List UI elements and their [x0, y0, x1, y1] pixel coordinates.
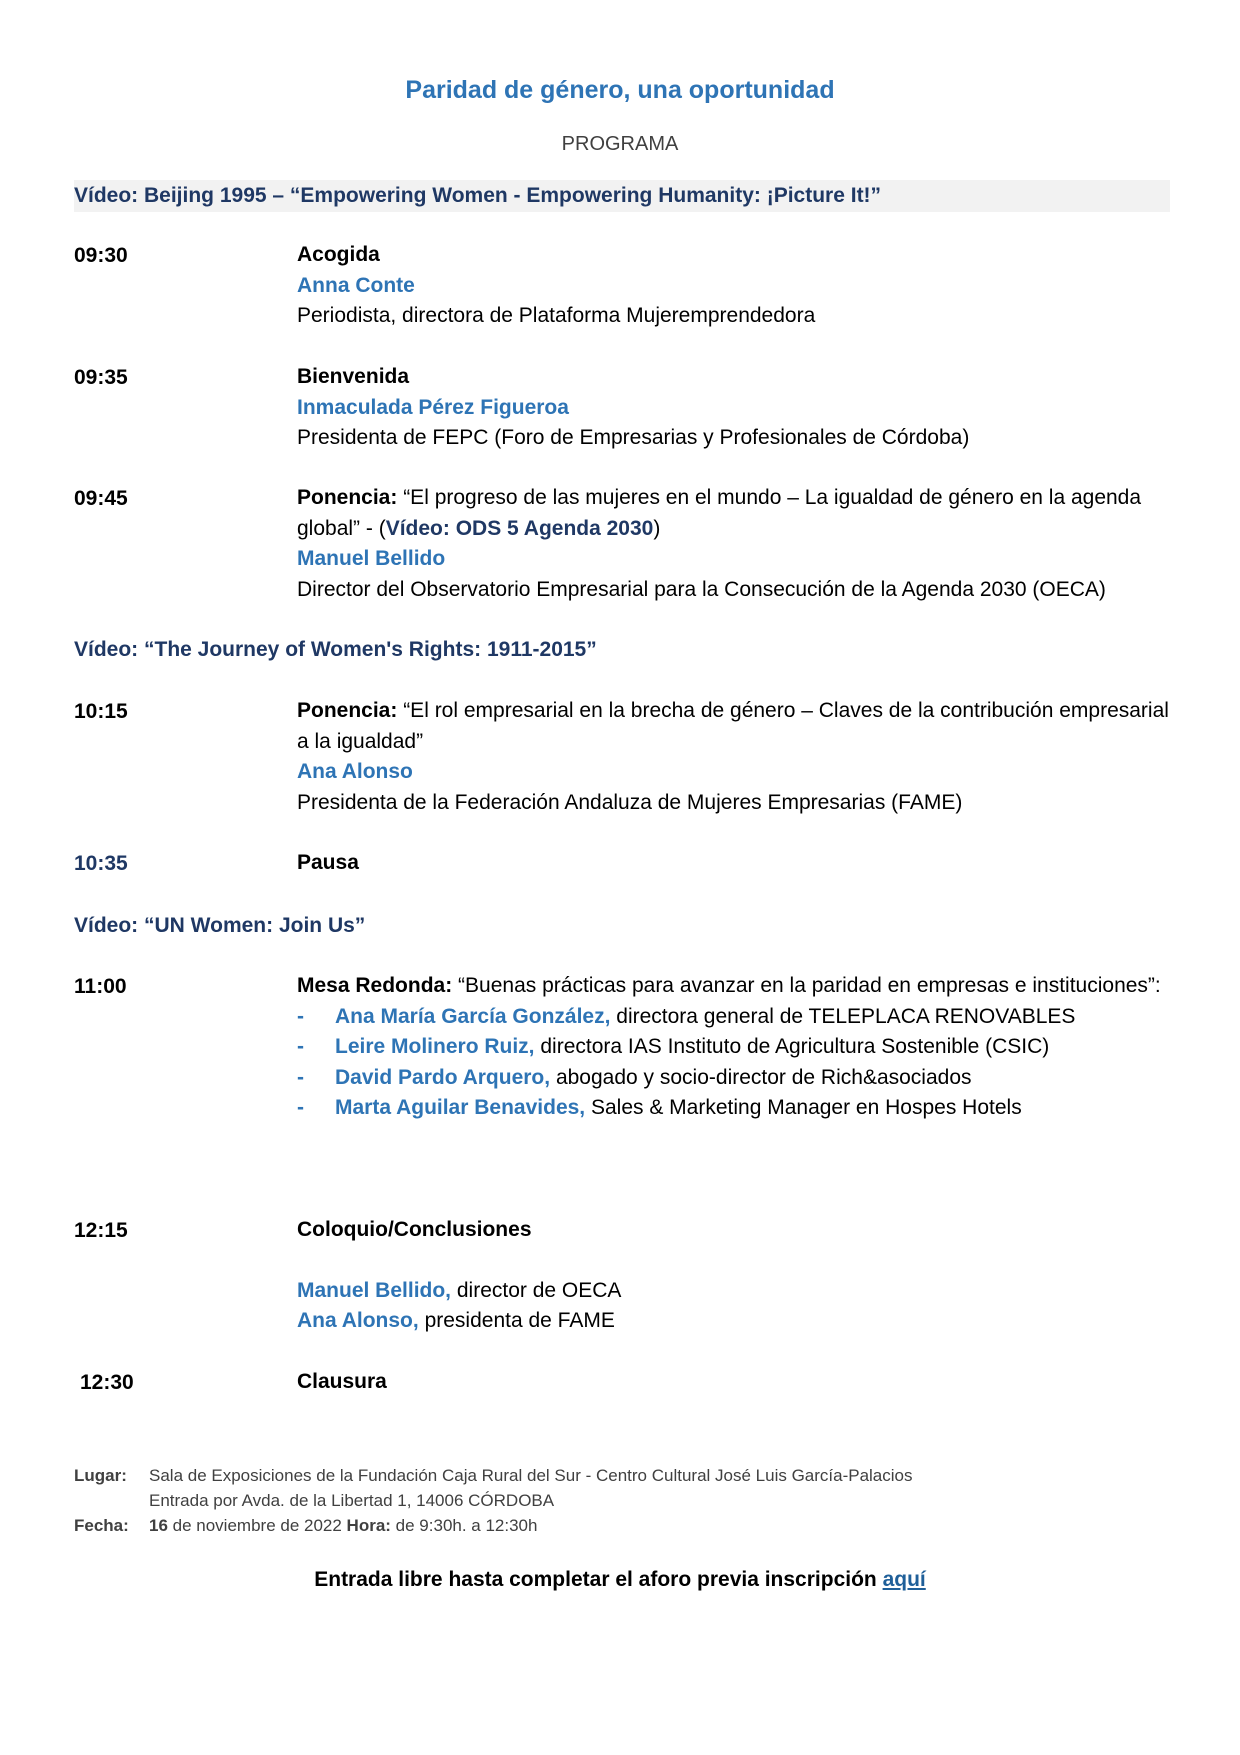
- session-time: 12:30: [80, 1371, 134, 1394]
- speaker-role: Presidenta de FEPC (Foro de Empresarias y Profesionales de Córdoba): [297, 426, 970, 449]
- video-title-beijing: Vídeo: Beijing 1995 – “Empowering Women - Empowering Humanity: ¡Picture It!”: [74, 180, 1170, 212]
- panelist-role: abogado y socio-director de Rich&asociados: [550, 1065, 972, 1089]
- moderator-name: Manuel Bellido,: [297, 1278, 452, 1302]
- session-heading: Bienvenida: [297, 365, 410, 388]
- place-label: Lugar:: [74, 1466, 127, 1485]
- speaker-role: Presidenta de la Federación Andaluza de Mujeres Empresarias (FAME): [297, 790, 963, 814]
- session-time: 11:00: [74, 975, 127, 998]
- panelist-role: Sales & Marketing Manager en Hospes Hotels: [585, 1096, 1022, 1119]
- round-table-label: Mesa Redonda:: [297, 974, 453, 997]
- session-time: 09:35: [74, 366, 128, 389]
- session-block: [297, 362, 1177, 454]
- moderator-item: [297, 1306, 1177, 1337]
- session-time: 09:30: [74, 244, 128, 267]
- speaker-name: Ana Alonso: [297, 760, 413, 783]
- moderator-name: Ana Alonso,: [297, 1309, 419, 1332]
- talk-label: Ponencia:: [297, 486, 398, 509]
- video-reference: Vídeo: ODS 5 Agenda 2030: [385, 516, 654, 540]
- registration-note: [0, 1568, 1240, 1592]
- hour-label: Hora:: [346, 1516, 391, 1535]
- page-subtitle: PROGRAMA: [561, 133, 679, 155]
- session-heading: Pausa: [297, 851, 359, 874]
- speaker-name: Anna Conte: [297, 273, 415, 297]
- bullet-dash: -: [297, 1035, 304, 1058]
- hour-value: de 9:30h. a 12:30h: [390, 1516, 538, 1535]
- panelist-item: [297, 1063, 1177, 1094]
- place-row: [74, 1463, 913, 1488]
- moderator-role: presidenta de FAME: [418, 1309, 615, 1332]
- round-table-description: [297, 971, 1177, 1002]
- speaker-role: Periodista, directora de Plataforma Mujeremprendedora: [297, 304, 816, 327]
- session-block: [297, 240, 1177, 332]
- session-time: 10:35: [74, 852, 128, 875]
- panelist-name: Marta Aguilar Benavides,: [335, 1096, 586, 1119]
- date-rest: de noviembre de 2022: [167, 1516, 347, 1535]
- speaker-name: Manuel Bellido: [297, 547, 446, 570]
- bullet-dash: -: [297, 1065, 304, 1089]
- talk-description: [297, 696, 1177, 757]
- panelist-role: directora IAS Instituto de Agricultura Sostenible (CSIC): [534, 1035, 1050, 1058]
- session-block: [297, 971, 1177, 1124]
- panelist-item: [297, 1002, 1177, 1033]
- panelist-item: [297, 1093, 1177, 1124]
- speaker-name: Inmaculada Pérez Figueroa: [297, 395, 569, 419]
- registration-text: Entrada libre hasta completar el aforo previa inscripción: [314, 1568, 883, 1591]
- place-line2: Entrada por Avda. de la Libertad 1, 14006 CÓRDOBA: [149, 1491, 555, 1510]
- video-title-un-women: Vídeo: “UN Women: Join Us”: [74, 914, 366, 937]
- date-day: 16: [149, 1516, 168, 1535]
- date-label: Fecha:: [74, 1516, 129, 1535]
- talk-description: [297, 483, 1197, 544]
- page-title: Paridad de género, una oportunidad: [405, 76, 835, 104]
- session-heading: Clausura: [297, 1370, 387, 1393]
- talk-title: “El progreso de las mujeres en el mundo – La igualdad de género en la agenda global” - (: [297, 486, 1142, 540]
- talk-label: Ponencia:: [297, 699, 398, 722]
- session-heading: Acogida: [297, 243, 380, 266]
- session-time: 10:15: [74, 700, 128, 723]
- session-time: 12:15: [74, 1219, 128, 1242]
- panelist-name: David Pardo Arquero,: [335, 1065, 551, 1089]
- event-details: [74, 1463, 913, 1538]
- speaker-role: Director del Observatorio Empresarial para la Consecución de la Agenda 2030 (OECA): [297, 577, 1106, 601]
- round-table-title: “Buenas prácticas para avanzar en la paridad en empresas e instituciones”:: [452, 974, 1161, 997]
- session-heading: Coloquio/Conclusiones: [297, 1218, 532, 1241]
- talk-title-end: ): [653, 516, 661, 540]
- panelist-item: [297, 1032, 1177, 1063]
- session-time: 09:45: [74, 487, 128, 510]
- session-block: [297, 1215, 1177, 1337]
- panelist-role: directora general de TELEPLACA RENOVABLES: [610, 1004, 1076, 1028]
- panelist-name: Leire Molinero Ruiz,: [335, 1035, 535, 1058]
- bullet-dash: -: [297, 1096, 304, 1119]
- moderator-item: [297, 1276, 1177, 1307]
- date-row: [74, 1513, 913, 1538]
- moderator-role: director de OECA: [451, 1278, 622, 1302]
- panelist-name: Ana María García González,: [335, 1004, 611, 1028]
- session-block: [297, 483, 1197, 605]
- place-line1: Sala de Exposiciones de la Fundación Caja Rural del Sur - Centro Cultural José Luis García-Palacios: [149, 1466, 913, 1485]
- video-title-journey: Vídeo: “The Journey of Women's Rights: 1911-2015”: [74, 638, 597, 661]
- session-block: [297, 696, 1177, 818]
- bullet-dash: -: [297, 1004, 304, 1028]
- registration-link[interactable]: aquí: [882, 1568, 926, 1591]
- talk-title: “El rol empresarial en la brecha de género – Claves de la contribución empresarial a la igualdad”: [297, 699, 1169, 753]
